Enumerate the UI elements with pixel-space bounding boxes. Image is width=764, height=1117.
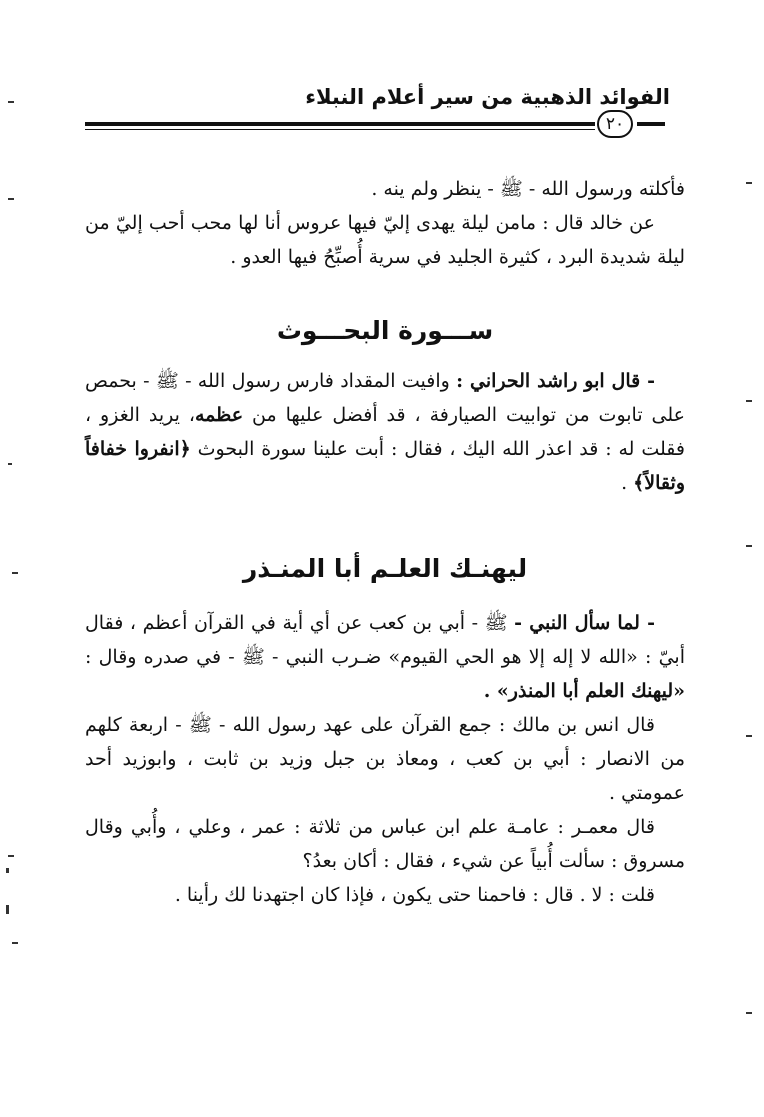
margin-speck: [746, 1012, 752, 1014]
paragraph-3-bold-word: عظمه: [194, 404, 244, 426]
section-heading-1: ســـورة البحـــوث: [276, 316, 494, 345]
running-title: الفوائد الذهبية من سير أعلام النبلاء: [305, 85, 670, 109]
paragraph-6: قال معمـر : عامـة علم ابن عباس من ثلاثة : عمر ، وعلي ، وأُبي وقال مسروق : سألت أُبياً عن شيء ، فقال : أكان بعدُ؟: [85, 816, 685, 872]
margin-speck: [6, 868, 9, 873]
margin-speck: [12, 572, 18, 574]
paragraph-5: قال انس بن مالك : جمع القرآن على عهد رسول الله - ﷺ - اربعة كلهم من الانصار : أبي بن كعب ، ومعاذ بن جبل وزيد بن ثابت ، وابوزيد أحد عمومتي .: [85, 714, 685, 804]
margin-speck: [8, 198, 14, 200]
page-body: [85, 172, 685, 912]
margin-speck: [6, 905, 9, 914]
margin-speck: [12, 942, 18, 944]
paragraph-3-quote: ﴿انفروا خفافاً وثقالاً﴾: [85, 438, 685, 494]
paragraph-4-lead: - لما سأل النبي -: [514, 612, 655, 634]
paragraph-2: عن خالد قال : مامن ليلة يهدى إليّ فيها عروس أنا لها محب أحب إليّ من ليلة شديدة البرد ، كثيرة الجليد في سرية أُصبِّحُ فيها العدو .: [85, 212, 685, 268]
paragraph-1: فأكلته ورسول الله - ﷺ - ينظر ولم ينه .: [371, 178, 685, 200]
margin-speck: [8, 101, 14, 103]
paragraph-3-text-2: ، يريد الغزو ، فقلت له : قد اعذر الله اليك ، فقال : أبت علينا سورة البحوث: [85, 404, 685, 460]
paragraph-4: [85, 606, 685, 708]
header-rule-tail: [637, 122, 665, 126]
margin-speck: [8, 855, 14, 857]
margin-speck: [746, 182, 752, 184]
paragraph-3-text: وافيت المقداد فارس رسول الله - ﷺ - بحمص على تابوت من توابيت الصيارفة ، قد أفضل عليها من: [85, 370, 686, 426]
paragraph-7: قلت : لا . قال : فاحمنا حتى يكون ، فإذا كان اجتهدنا لك رأينا .: [174, 884, 655, 906]
paragraph-4-quote: «ليهنك العلم أبا المنذر» .: [483, 680, 685, 702]
page-number: ٢٠: [597, 110, 633, 138]
margin-speck: [8, 463, 12, 465]
paragraph-4-text: ﷺ - أبي بن كعب عن أي أية في القرآن أعظم ، فقال أبيّ : «الله لا إله إلا هو الحي القيوم» ضـرب النبي - ﷺ - في صدره وقال :: [85, 612, 685, 668]
page-header: [85, 85, 685, 155]
margin-speck: [746, 735, 752, 737]
header-rule: [85, 122, 595, 126]
paragraph-3-end: .: [621, 472, 628, 494]
paragraph-3: [85, 364, 685, 500]
paragraph-3-lead: - قال ابو راشد الحراني :: [456, 370, 655, 392]
header-rule-thin: [85, 129, 595, 130]
margin-speck: [746, 545, 752, 547]
section-heading-2: ليهنـك العلـم أبا المنـذر: [242, 554, 528, 583]
margin-speck: [746, 400, 752, 402]
